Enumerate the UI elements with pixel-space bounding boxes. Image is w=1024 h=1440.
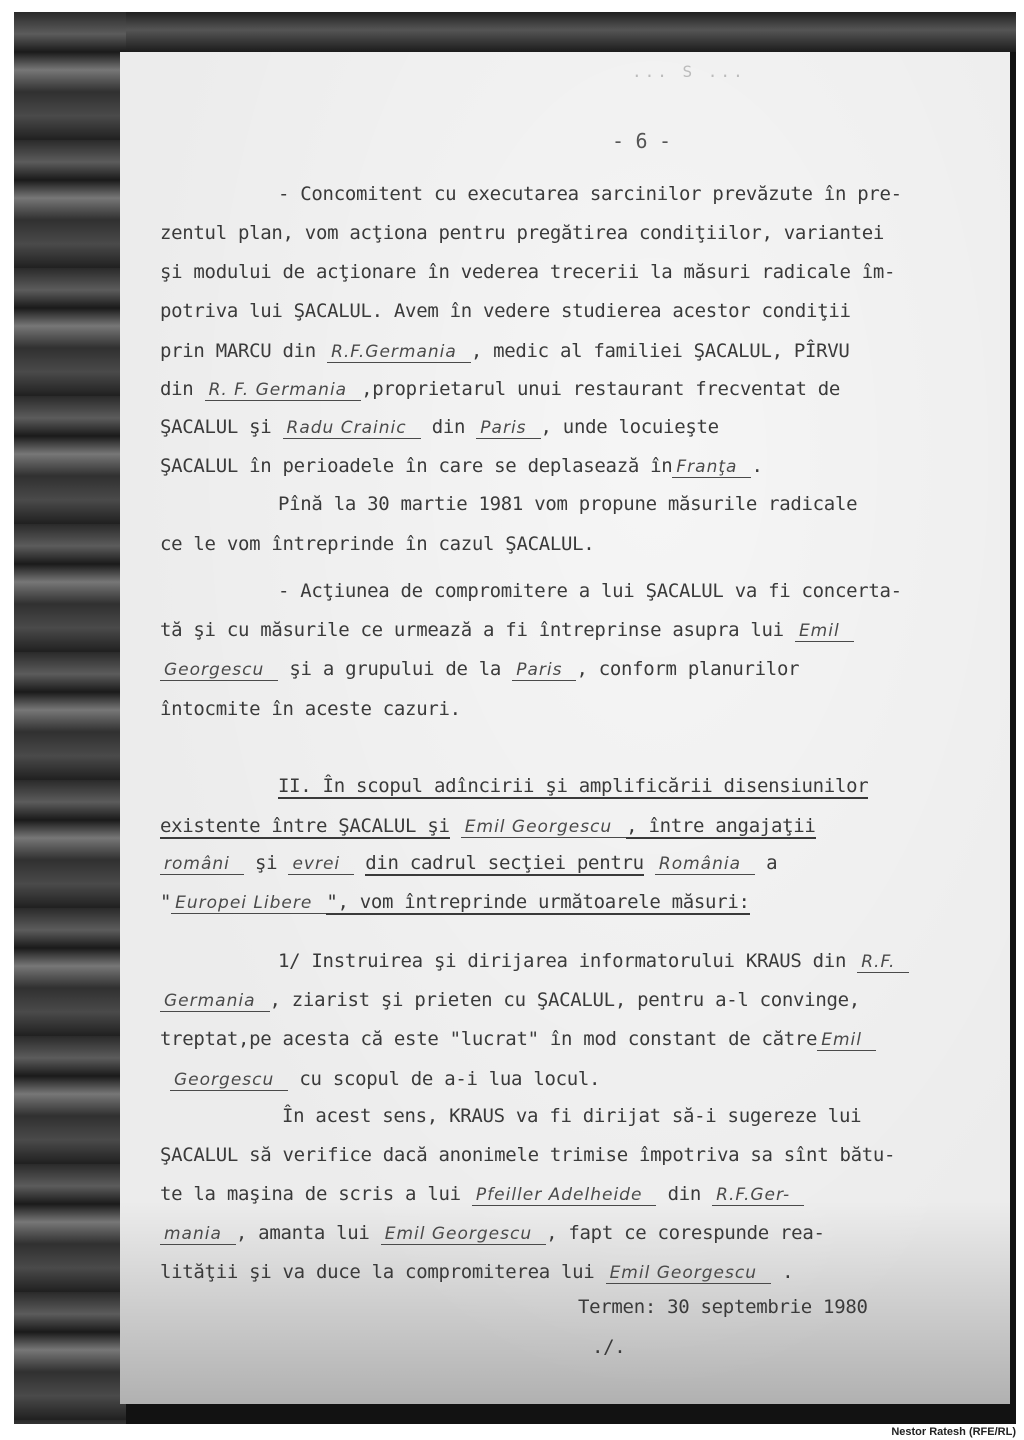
p5-line: mania , amanta lui Emil Georgescu , fapt ce corespunde rea-: [160, 1222, 825, 1245]
handwritten-insert: România: [655, 854, 755, 875]
page-number: - 6 -: [612, 129, 671, 153]
handwritten-insert: Emil Georgescu: [606, 1263, 771, 1284]
handwritten-insert: Georgescu: [170, 1070, 288, 1091]
handwritten-insert: R.F.Ger-: [712, 1185, 804, 1206]
p5-line: ŞACALUL să verifice dacă anonimele trimise împotriva sa sînt bătu-: [160, 1144, 896, 1166]
deadline: Termen: 30 septembrie 1980: [578, 1296, 868, 1318]
p1-line: zentul plan, vom acţiona pentru pregătirea condiţiilor, variantei: [160, 222, 885, 244]
p1-line: şi modului de acţionare în vederea trecerii la măsuri radicale îm-: [160, 261, 896, 283]
p3-line: " Europei Libere ", vom întreprinde următoarele măsuri:: [160, 891, 750, 913]
handwritten-insert: Pfeiller Adelheide: [472, 1185, 657, 1206]
faint-stamp: ... S ...: [632, 62, 746, 81]
handwritten-insert: R.F.Germania: [327, 342, 471, 363]
handwritten-insert: Radu Crainic: [283, 418, 421, 439]
p5-line: În acest sens, KRAUS va fi dirijat să-i sugereze lui: [282, 1105, 862, 1127]
p1-line: Pînă la 30 martie 1981 vom propune măsurile radicale: [278, 493, 858, 515]
p1-line: ŞACALUL în perioadele în care se deplasează în Franţa .: [160, 455, 763, 477]
section-ii-heading: II. În scopul adîncirii şi amplificării disensiunilor: [278, 775, 869, 797]
end-mark: ./.: [592, 1336, 626, 1358]
handwritten-insert: R.F.: [857, 952, 909, 973]
p1-line: prin MARCU din R.F.Germania , medic al familiei ŞACALUL, PÎRVU: [160, 340, 850, 362]
handwritten-insert: Paris: [476, 418, 540, 439]
scan-left-edge: [14, 12, 126, 1424]
handwritten-insert: mania: [160, 1224, 236, 1245]
handwritten-insert: R. F. Germania: [205, 380, 362, 401]
handwritten-insert: evrei: [288, 854, 354, 875]
handwritten-insert: români: [160, 854, 244, 875]
p4-line: Georgescu cu scopul de a-i lua locul.: [170, 1068, 600, 1091]
scan-top-edge: [14, 12, 1016, 52]
p1-line: potriva lui ŞACALUL. Avem în vedere studierea acestor condiţii: [160, 300, 851, 322]
p4-line: Germania , ziarist şi prieten cu ŞACALUL, pentru a-l convinge,: [160, 989, 860, 1012]
handwritten-insert: Emil: [817, 1030, 876, 1051]
p3-line: existente între ŞACALUL şi Emil Georgescu , între angajaţii: [160, 815, 816, 837]
photo-credit: Nestor Ratesh (RFE/RL): [891, 1426, 1016, 1438]
p1-line: ce le vom întreprinde în cazul ŞACALUL.: [160, 533, 595, 555]
p5-line: lităţii şi va duce la compromiterea lui Emil Georgescu .: [160, 1261, 794, 1283]
handwritten-insert: Emil Georgescu: [381, 1224, 546, 1245]
p2-line: întocmite în aceste cazuri.: [160, 698, 461, 720]
p2-line: - Acţiunea de compromitere a lui ŞACALUL va fi concerta-: [278, 580, 902, 602]
p5-line: te la maşina de scris a lui Pfeiller Adelheide din R.F.Ger-: [160, 1183, 804, 1206]
handwritten-insert: Emil Georgescu: [461, 817, 626, 838]
handwritten-insert: Paris: [512, 660, 576, 681]
p4-line: treptat,pe acesta că este "lucrat" în mod constant de către Emil: [160, 1028, 876, 1051]
handwritten-insert: Germania: [160, 991, 270, 1012]
p4-line: 1/ Instruirea şi dirijarea informatorului KRAUS din R.F.: [278, 950, 909, 973]
p2-line: tă şi cu măsurile ce urmează a fi întreprinse asupra lui Emil: [160, 619, 854, 642]
p1-line: din R. F. Germania ,proprietarul unui restaurant frecventat de: [160, 378, 841, 400]
p1-line: ŞACALUL şi Radu Crainic din Paris , unde locuieşte: [160, 416, 719, 438]
p3-line: români şi evrei din cadrul secţiei pentru România a: [160, 852, 777, 875]
handwritten-insert: Europei Libere: [171, 893, 326, 914]
handwritten-insert: Emil: [795, 621, 854, 642]
handwritten-insert: Georgescu: [160, 660, 278, 681]
p2-line: Georgescu şi a grupului de la Paris , conform planurilor: [160, 658, 799, 681]
p1-line: - Concomitent cu executarea sarcinilor prevăzute în pre-: [278, 183, 902, 205]
handwritten-insert: Franţa: [672, 457, 751, 478]
